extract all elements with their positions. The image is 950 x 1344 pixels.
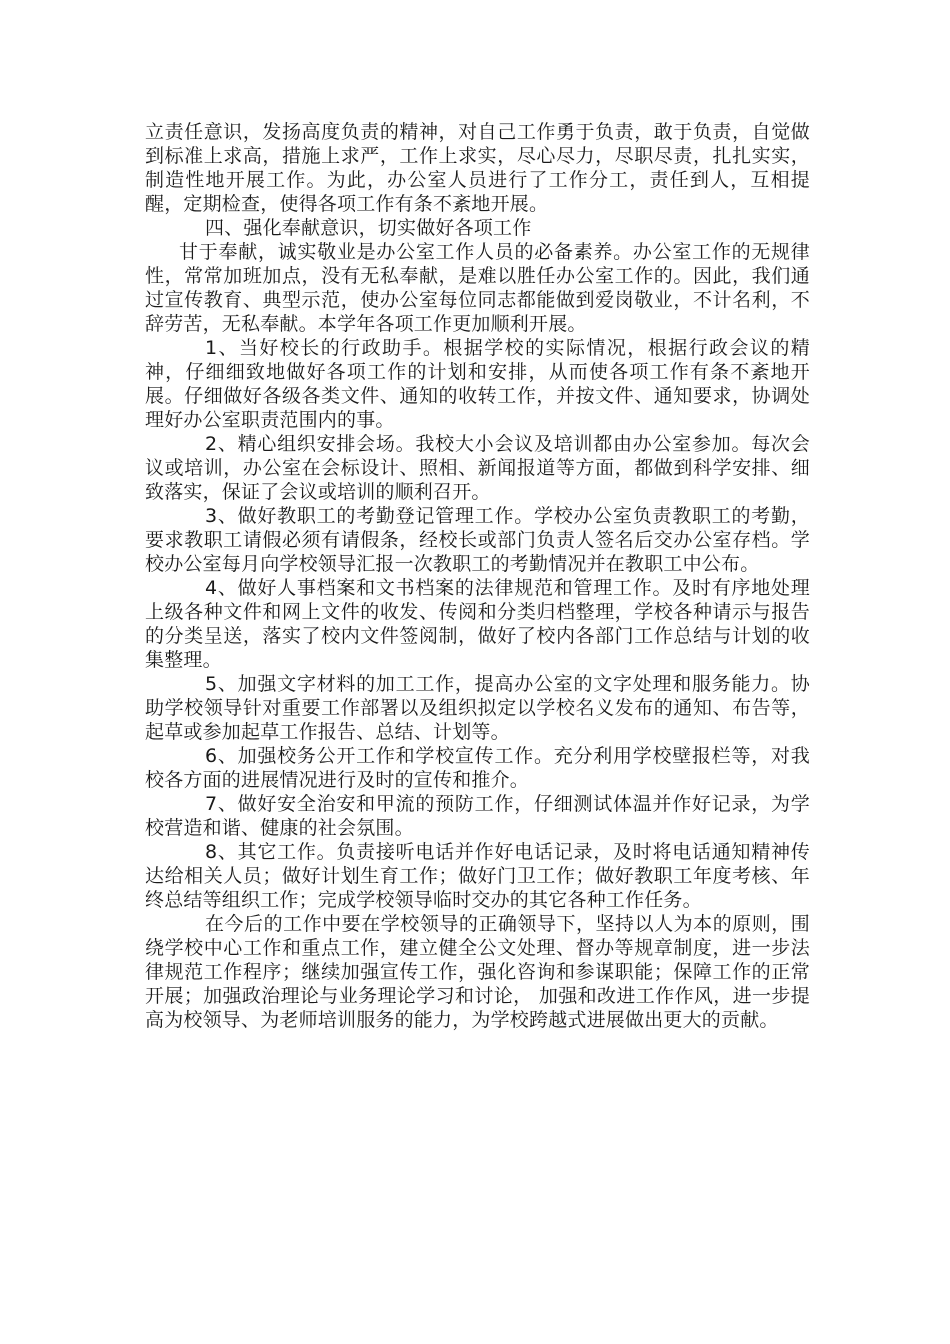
list-item-4: 4、做好人事档案和文书档案的法律规范和管理工作。及时有序地处理上级各种文件和网上文件的收发、传阅和分类归档整理，学校各种请示与报告的分类呈送，落实了校内文件签阅制，做好了校内各部门工作总结与计划的收集整理。: [145, 577, 810, 671]
list-item-8: 8、其它工作。负责接听电话并作好电话记录，及时将电话通知精神传达给相关人员；做好计划生育工作；做好门卫工作；做好教职工年度考核、年终总结等组织工作；完成学校领导临时交办的其它各种工作任务。: [145, 841, 810, 911]
list-item-5: 5、加强文字材料的加工工作，提高办公室的文字处理和服务能力。协助学校领导针对重要工作部署以及组织拟定以学校名义发布的通知、布告等，起草或参加起草工作报告、总结、计划等。: [145, 673, 810, 743]
list-item-1: 1、当好校长的行政助手。根据学校的实际情况，根据行政会议的精神，仔细细致地做好各项工作的计划和安排，从而使各项工作有条不紊地开展。仔细做好各级各类文件、通知的收转工作，并按文件、通知要求，协调处理好办公室职责范围内的事。: [145, 337, 810, 431]
list-item-7: 7、做好安全治安和甲流的预防工作，仔细测试体温并作好记录，为学校营造和谐、健康的社会氛围。: [145, 793, 810, 839]
paragraph-conclusion: 在今后的工作中要在学校领导的正确领导下，坚持以人为本的原则，围绕学校中心工作和重点工作，建立健全公文处理、督办等规章制度，进一步法律规范工作程序；继续加强宣传工作，强化咨询和参谋职能；保障工作的正常开展；加强政治理论与业务理论学习和讨论， 加强和改进工作作风，进一步提高为校领导、为老师培训服务的能力，为学校跨越式进展做出更大的贡献。: [145, 913, 810, 1031]
list-item-3: 3、做好教职工的考勤登记管理工作。学校办公室负责教职工的考勤，要求教职工请假必须有请假条，经校长或部门负责人签名后交办公室存档。学校办公室每月向学校领导汇报一次教职工的考勤情况并在教职工中公布。: [145, 505, 810, 575]
paragraph-intro: 立责任意识，发扬高度负责的精神，对自己工作勇于负责，敢于负责，自觉做到标准上求高，措施上求严，工作上求实，尽心尽力，尽职尽责，扎扎实实，制造性地开展工作。为此，办公室人员进行了工作分工，责任到人，互相提醒，定期检查，使得各项工作有条不紊地开展。: [145, 121, 810, 215]
list-item-2: 2、精心组织安排会场。我校大小会议及培训都由办公室参加。每次会议或培训，办公室在会标设计、照相、新闻报道等方面，都做到科学安排、细致落实，保证了会议或培训的顺利召开。: [145, 433, 810, 503]
paragraph-dedication: 甘于奉献，诚实敬业是办公室工作人员的必备素养。办公室工作的无规律性，常常加班加点，没有无私奉献，是难以胜任办公室工作的。因此，我们通过宣传教育、典型示范，使办公室每位同志都能做到爱岗敬业，不计名利，不辞劳苦，无私奉献。本学年各项工作更加顺利开展。: [145, 241, 810, 335]
document-body: [145, 120, 810, 1032]
section-heading: 四、强化奉献意识，切实做好各项工作: [205, 217, 532, 239]
list-item-6: 6、加强校务公开工作和学校宣传工作。充分利用学校壁报栏等，对我校各方面的进展情况进行及时的宣传和推介。: [145, 745, 810, 791]
